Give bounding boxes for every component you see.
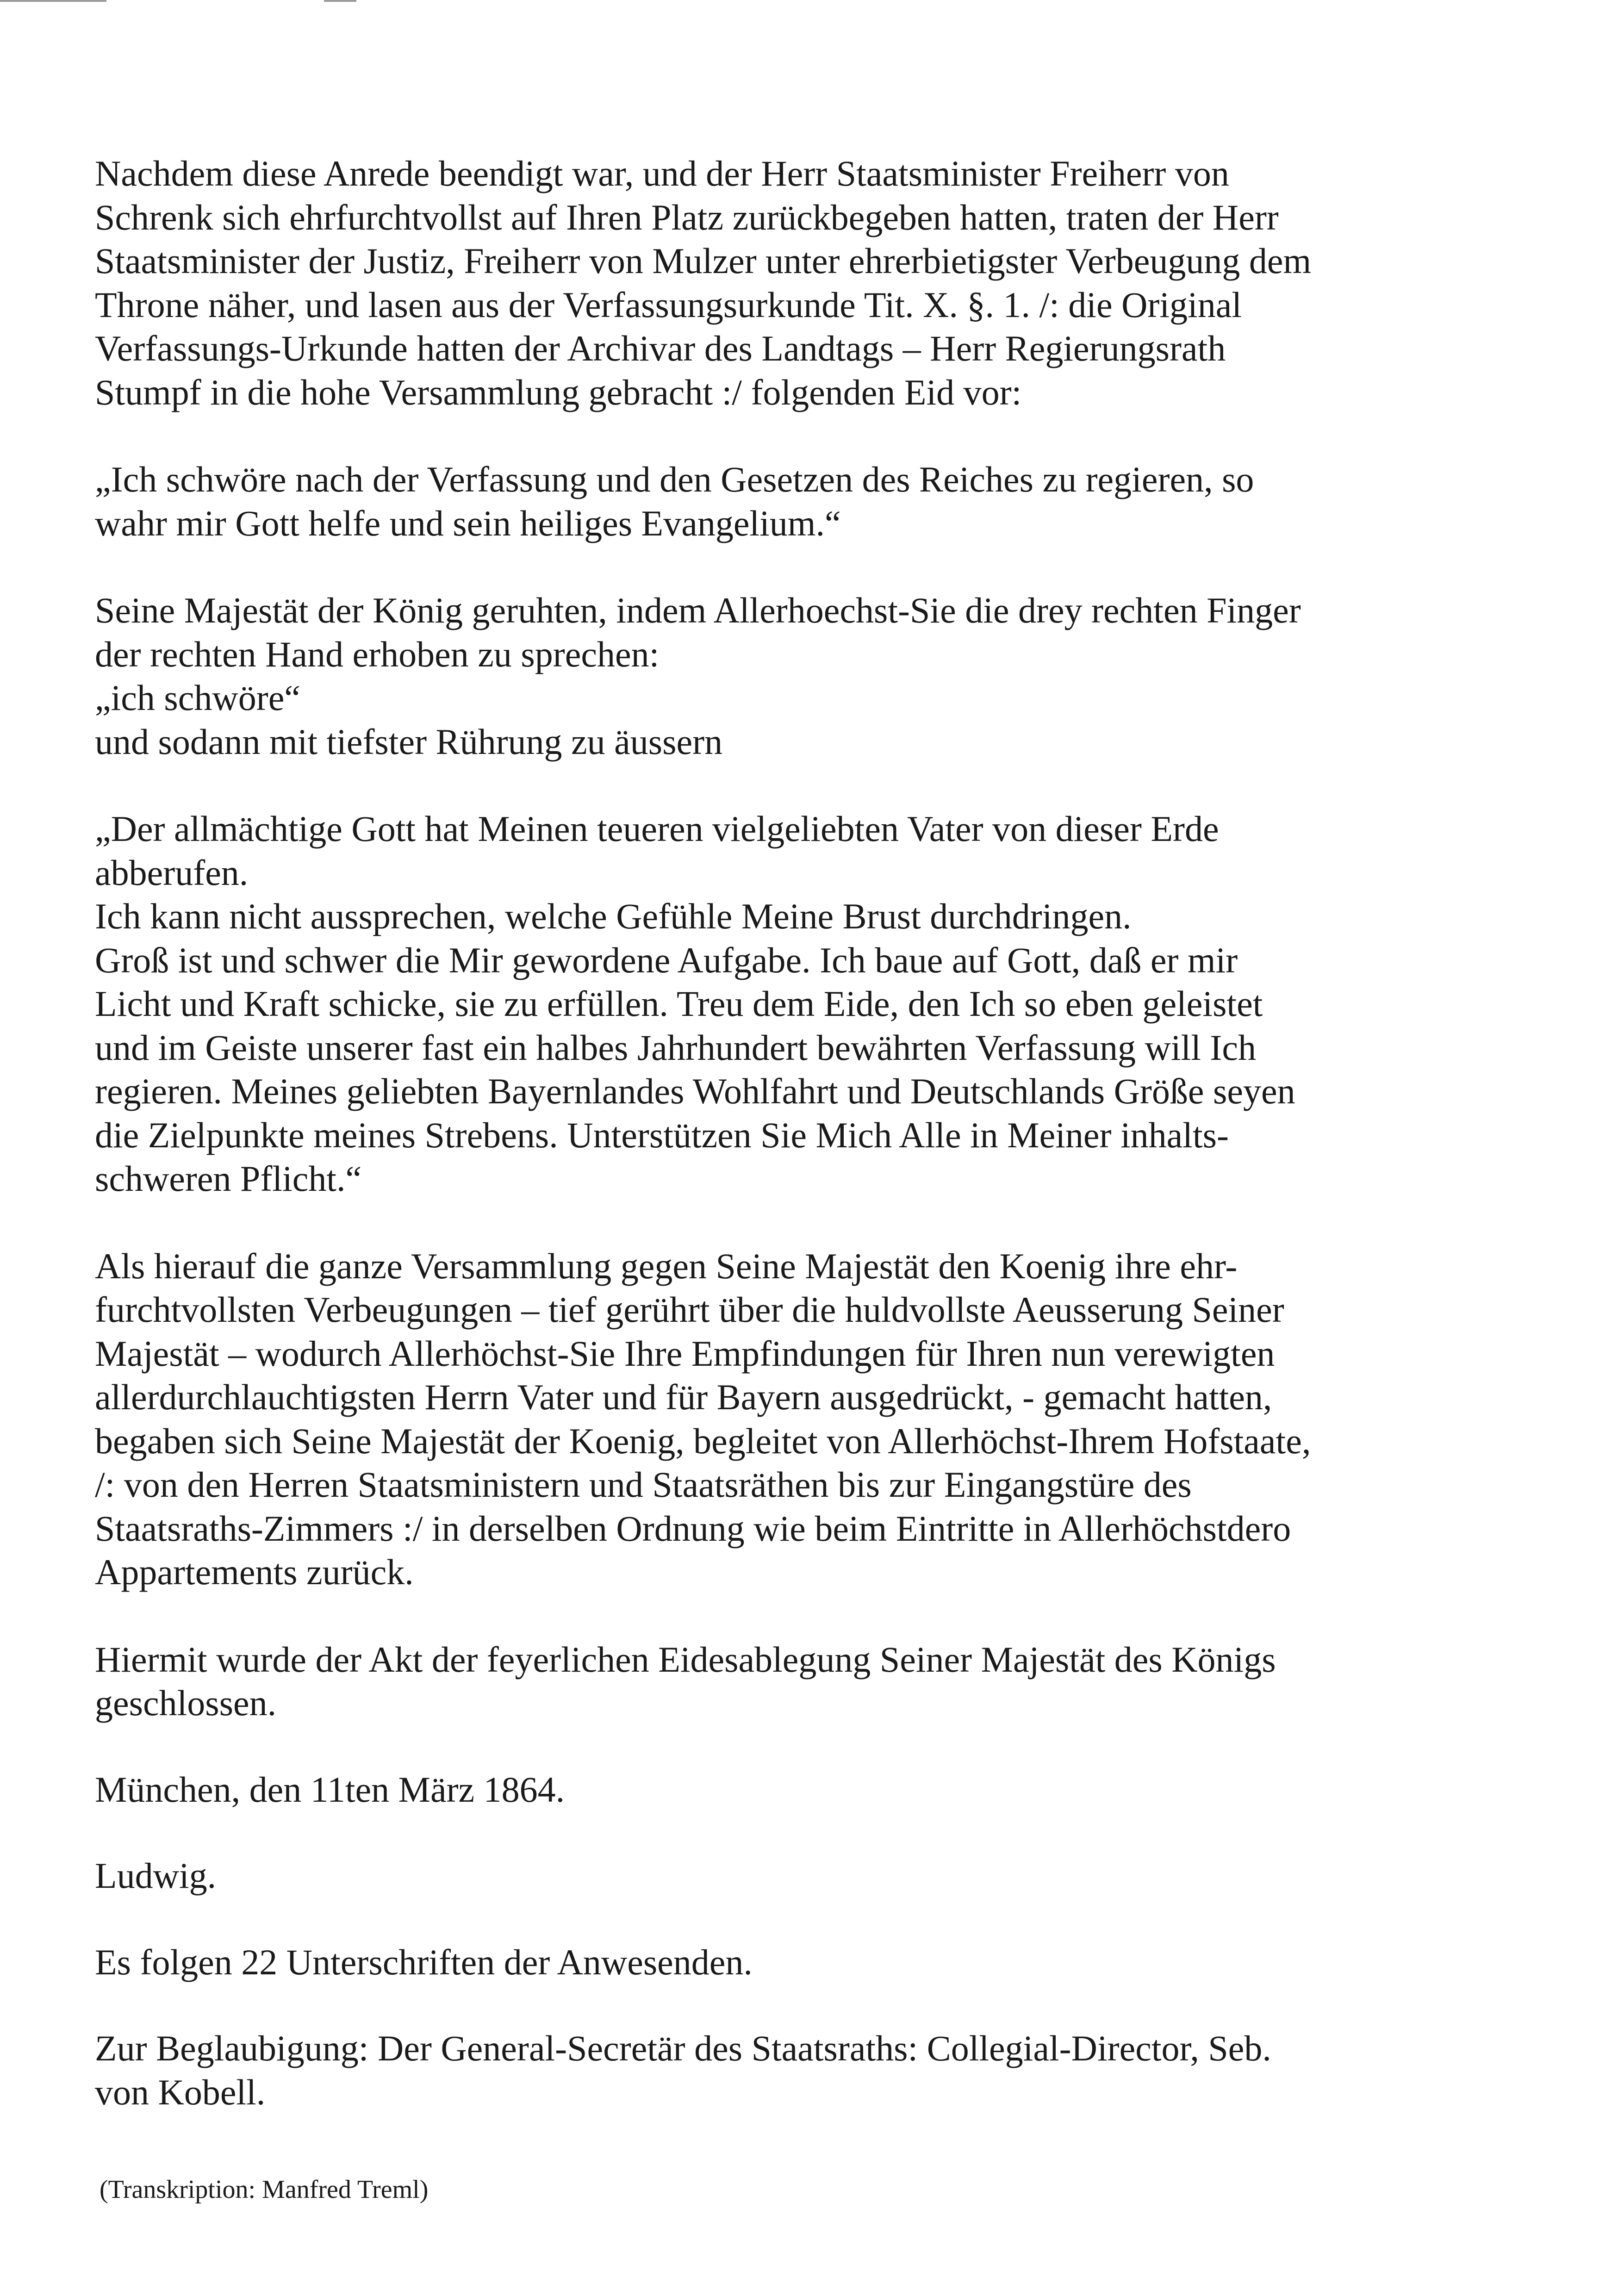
paragraph-king-swears <box>95 589 1497 764</box>
text-line: „Der allmächtige Gott hat Meinen teueren vielgeliebten Vater von dieser Erde <box>95 809 1219 849</box>
text-line: schweren Pflicht.“ <box>95 1158 362 1199</box>
scan-edge-mark <box>0 0 106 2</box>
text-line: „Ich schwöre nach der Verfassung und den Gesetzen des Reiches zu regieren, so <box>95 459 1254 499</box>
text-line: regieren. Meines geliebten Bayernlandes Wohlfahrt und Deutschlands Größe seyen <box>95 1071 1295 1111</box>
text-line: geschlossen. <box>95 1683 277 1723</box>
signature-ludwig <box>95 1854 1497 1898</box>
text-line: abberufen. <box>95 852 249 893</box>
text-line: die Zielpunkte meines Strebens. Unterstützen Sie Mich Alle in Meiner inhalts- <box>95 1114 1229 1155</box>
text-line: und im Geiste unserer fast ein halbes Jahrhundert bewährten Verfassung will Ich <box>95 1027 1256 1068</box>
text-line: von Kobell. <box>95 2072 266 2112</box>
text-line: „ich schwöre“ <box>95 678 300 718</box>
paragraph-assembly-departure <box>95 1244 1497 1594</box>
text-line: Licht und Kraft schicke, sie zu erfüllen. Treu dem Eide, den Ich so eben geleistet <box>95 983 1263 1024</box>
scan-edge-mark <box>324 0 356 2</box>
text-line: Seine Majestät der König geruhten, indem Allerhoechst-Sie die drey rechten Finger <box>95 590 1301 630</box>
text-line: Verfassungs-Urkunde hatten der Archivar des Landtags – Herr Regierungsrath <box>95 328 1226 368</box>
transcription-credit: (Transkription: Manfred Treml) <box>100 2175 429 2204</box>
certification <box>95 2027 1497 2114</box>
document-page <box>95 152 1497 2206</box>
text-line: Majestät – wodurch Allerhöchst-Sie Ihre Empfindungen für Ihren nun verewigten <box>95 1333 1275 1374</box>
text-line: Nachdem diese Anrede beendigt war, und der Herr Staatsminister Freiherr von <box>95 153 1229 193</box>
text-line: Als hierauf die ganze Versammlung gegen Seine Majestät den Koenig ihre ehr- <box>95 1245 1238 1286</box>
paragraph-oath-text <box>95 458 1497 545</box>
text-line: wahr mir Gott helfe und sein heiliges Evangelium.“ <box>95 503 841 543</box>
text-line: Staatsminister der Justiz, Freiherr von Mulzer unter ehrerbietigster Verbeugung dem <box>95 241 1312 281</box>
text-line: der rechten Hand erhoben zu sprechen: <box>95 634 660 674</box>
text-line: Stumpf in die hohe Versammlung gebracht :/ folgenden Eid vor: <box>95 372 1022 412</box>
text-line: Ich kann nicht aussprechen, welche Gefühle Meine Brust durchdringen. <box>95 896 1132 936</box>
place-and-date <box>95 1768 1497 1812</box>
text-line: München, den 11ten März 1864. <box>95 1769 565 1810</box>
text-line: Schrenk sich ehrfurchtvollst auf Ihren Platz zurückbegeben hatten, traten der Herr <box>95 197 1279 237</box>
text-line: Staatsraths-Zimmers :/ in derselben Ordnung wie beim Eintritte in Allerhöchstdero <box>95 1508 1291 1549</box>
text-line: furchtvollsten Verbeugungen – tief gerührt über die huldvollste Aeusserung Seiner <box>95 1289 1284 1330</box>
text-line: Ludwig. <box>95 1855 217 1896</box>
paragraph-oath-introduction <box>95 152 1497 414</box>
paragraph-act-closed <box>95 1638 1497 1725</box>
text-line: und sodann mit tiefster Rührung zu äussern <box>95 721 723 762</box>
text-line: Appartements zurück. <box>95 1552 414 1592</box>
text-line: allerdurchlauchtigsten Herrn Vater und für Bayern ausgedrückt, - gemacht hatten, <box>95 1377 1272 1417</box>
text-line: Groß ist und schwer die Mir gewordene Aufgabe. Ich baue auf Gott, daß er mir <box>95 940 1238 980</box>
text-line: Throne näher, und lasen aus der Verfassungsurkunde Tit. X. §. 1. /: die Original <box>95 284 1242 325</box>
text-line: begaben sich Seine Majestät der Koenig, begleitet von Allerhöchst-Ihrem Hofstaate, <box>95 1420 1311 1461</box>
text-line: Hiermit wurde der Akt der feyerlichen Eidesablegung Seiner Majestät des Königs <box>95 1639 1276 1680</box>
paragraph-king-speech <box>95 807 1497 1201</box>
text-line: /: von den Herren Staatsministern und Staatsräthen bis zur Eingangstüre des <box>95 1464 1192 1505</box>
signatures-note <box>95 1941 1497 1985</box>
text-line: Zur Beglaubigung: Der General-Secretär des Staatsraths: Collegial-Director, Seb. <box>95 2028 1271 2068</box>
text-line: Es folgen 22 Unterschriften der Anwesenden. <box>95 1941 753 1982</box>
